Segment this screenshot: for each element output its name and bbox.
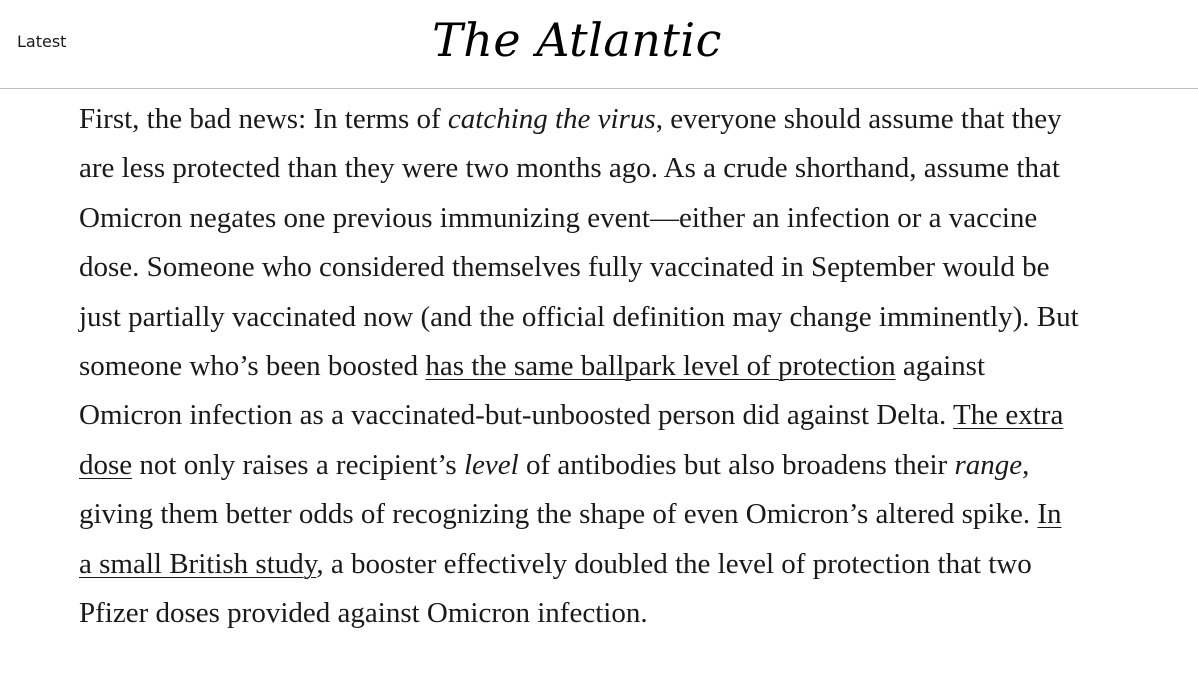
paragraph-text: not only raises a recipient’s [132,448,464,481]
latest-link[interactable]: Latest [17,32,67,51]
paragraph-text: of antibodies but also broadens their [518,448,955,481]
paragraph-text: against Omicron infection as a vaccinated-but-unboosted person did against Delta. [79,350,986,432]
article-paragraph [79,95,1079,638]
paragraph-text: , a booster effectively doubled the level of protection that two Pfizer doses provided against Omicron infection. [79,547,1032,630]
british-study-link[interactable]: In a small British study [79,498,1062,580]
protection-study-link[interactable]: has the same ballpark level of protection [425,350,896,383]
site-header [0,0,1198,89]
paragraph-text: First, the bad news: In terms of [79,103,448,135]
emphasis-text: catching the virus [447,103,656,135]
emphasis-text: range [954,448,1023,481]
paragraph-text: , giving them better odds of recognizing the shape of even Omicron’s altered spike. [79,448,1038,531]
site-logo[interactable]: The Atlantic [432,13,722,67]
emphasis-text: level [463,448,519,481]
article-body [79,95,1079,638]
extra-dose-link[interactable]: The extra dose [79,399,1064,481]
paragraph-text: , everyone should assume that they are less protected than they were two months ago. As a crude shorthand, assume that Omicron negates one previous immunizing event—either an infection or a vaccine dose. Someone who considered themselves fully vaccinated in September would be just partially vaccinated now (and the official definition may change imminently). But someone who’s been boosted [79,103,1079,383]
